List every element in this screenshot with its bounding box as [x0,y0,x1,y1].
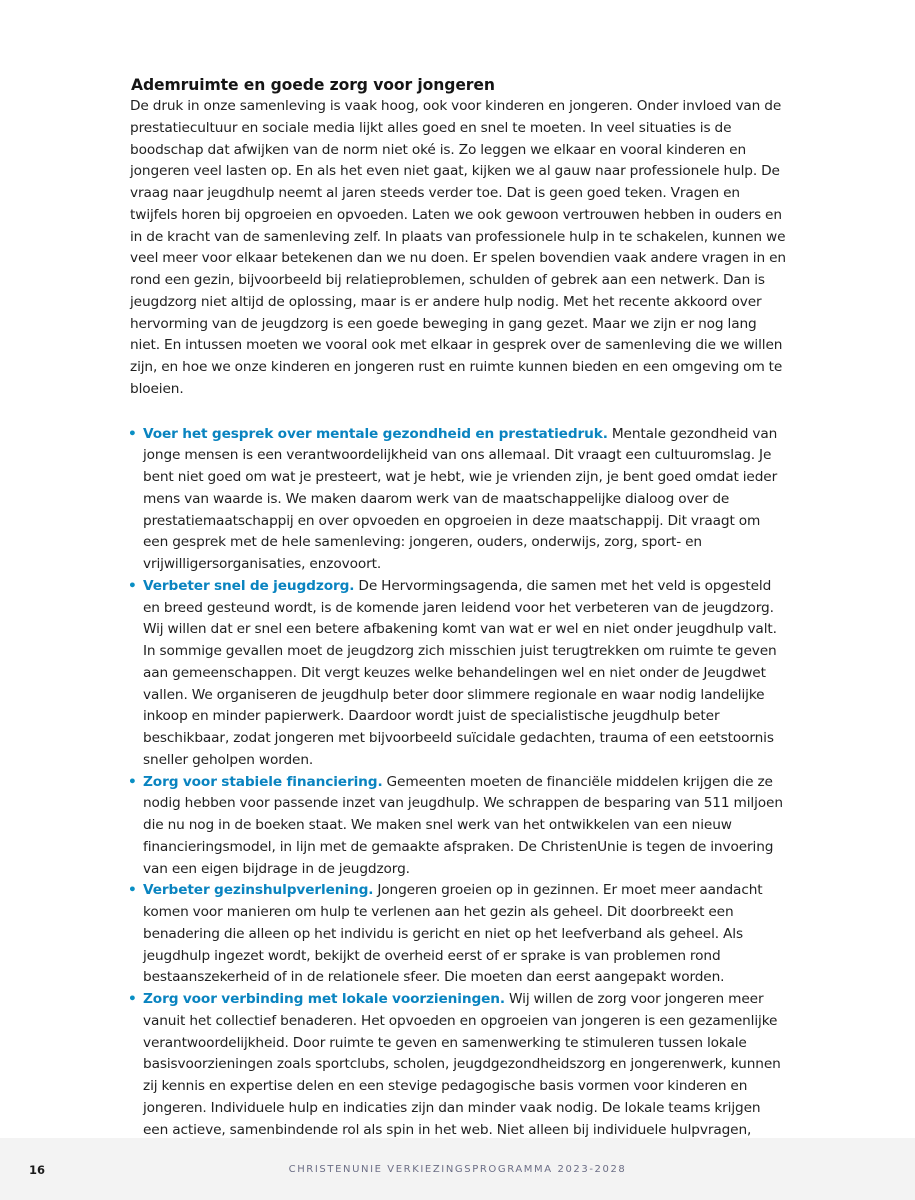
policy-point-lead: Verbeter gezinshulpverlening. [143,882,374,899]
policy-point-text: Mentale gezondheid van jonge mensen is een verantwoordelijkheid van ons allemaal. Dit vraagt een cultuuromslag. Je bent niet goed om wat je presteert, wat je hebt, wie je vrienden zijn, je bent goed omdat ieder mens van waarde is. We maken daarom werk van de maatschappelijke dialoog over de prestatiemaatschappij en over opvoeden en opgroeien in deze maatschappij. Dit vraagt om een gesprek met de hele samenleving: jongeren, ouders, onderwijs, zorg, sport- en vrijwilligersorganisaties, enzovoort. [143,425,778,572]
bullet-icon: • [128,425,137,442]
section-heading: Ademruimte en goede zorg voor jongeren [131,76,495,94]
policy-point-text: Gemeenten moeten de financiële middelen krijgen die ze nodig hebben voor passende inzet van jeugdhulp. We schrappen de besparing van 511 miljoen die nu nog in de boeken staat. We maken snel werk van het ontwikkelen van een nieuw financieringsmodel, in lijn met de gemaakte afspraken. De ChristenUnie is tegen de invoering van een eigen bijdrage in de jeugdzorg. [143,773,783,877]
main-content [130,75,786,1163]
page-footer [0,1138,915,1200]
bullet-icon: • [128,991,137,1007]
policy-point [128,880,786,989]
policy-point [128,424,786,576]
policy-point-text: De Hervormingsagenda, die samen met het veld is opgesteld en breed gesteund wordt, is de komende jaren leidend voor het verbeteren van de jeugdzorg. Wij willen dat er snel een betere afbakening komt van wat er wel en niet onder jeugdhulp valt. In sommige gevallen moet de jeugdzorg zich misschien juist terugtrekken om ruimte te geven aan gemeenschappen. Dit vergt keuzes welke behandelingen wel en niet onder de Jeugdwet vallen. We organiseren de jeugdhulp beter door slimmere regionale en waar nodig landelijke inkoop en minder papierwerk. Daardoor wordt juist de specialistische jeugdhulp beter beschikbaar, zodat jongeren met bijvoorbeeld suïcidale gedachten, trauma of een eetstoornis sneller geholpen worden. [143,577,777,768]
policy-point-lead: Zorg voor stabiele financiering. [143,773,383,790]
policy-point-lead: Zorg voor verbinding met lokale voorzieningen. [143,991,506,1007]
policy-point-lead: Voer het gesprek over mentale gezondheid en prestatiedruk. [143,425,608,442]
bullet-icon: • [128,773,137,790]
policy-point-lead: Verbeter snel de jeugdzorg. [143,577,355,594]
policy-point-text: Jongeren groeien op in gezinnen. Er moet meer aandacht komen voor manieren om hulp te verlenen aan het gezin als geheel. Dit doorbreekt een benadering die alleen op het individu is gericht en niet op het leefverband als geheel. Als jeugdhulp ingezet wordt, bekijkt de overheid eerst of er sprake is van problemen rond bestaanszekerheid of in de relationele sfeer. Die moeten dan eerst aangepakt worden. [143,882,763,986]
page-number: 16 [29,1163,46,1177]
policy-point [128,989,786,1163]
policy-point [128,772,786,881]
policy-point-text: Wij willen de zorg voor jongeren meer vanuit het collectief benaderen. Het opvoeden en opgroeien van jongeren is een gezamenlijke verantwoordelijkheid. Door ruimte te geven en samenwerking te stimuleren tussen lokale basisvoorzieningen zoals sportclubs, scholen, jeugdgezondheidszorg en jongerenwerk, kunnen zij kennis en expertise delen en een stevige pedagogische basis vormen voor kinderen en jongeren. Individuele hulp en indicaties zijn dan minder vaak nodig. De lokale teams krijgen een actieve, samenbindende rol als spin in het web. Niet alleen bij individuele hulpvragen, [143,991,781,1138]
policy-point-list [128,424,786,1164]
bullet-icon: • [128,882,137,899]
policy-point [128,576,786,772]
bullet-icon: • [128,577,137,594]
intro-paragraph: De druk in onze samenleving is vaak hoog, ook voor kinderen en jongeren. Onder invloed van de prestatiecultuur en sociale media lijkt alles goed en snel te moeten. In veel situaties is de boodschap dat afwijken van de norm niet oké is. Zo leggen we elkaar en vooral kinderen en jongeren veel lasten op. En als het even niet gaat, kijken we al gauw naar professionele hulp. De vraag naar jeugdhulp neemt al jaren steeds verder toe. Dat is geen goed teken. Vragen en twijfels horen bij opgroeien en opvoeden. Laten we ook gewoon vertrouwen hebben in ouders en in de kracht van de samenleving zelf. In plaats van professionele hulp in te schakelen, kunnen we veel meer voor elkaar betekenen dan we nu doen. Er spelen bovendien vaak andere vragen in en rond een gezin, bijvoorbeeld bij relatieproblemen, schulden of gebrek aan een netwerk. Dan is jeugdzorg niet altijd de oplossing, maar is er andere hulp nodig. Met het recente akkoord over hervorming van de jeugdzorg is een goede beweging in gang gezet. Maar we zijn er nog lang niet. En intussen moeten we vooral ook met elkaar in gesprek over de samenleving die we willen zijn, en hoe we onze kinderen en jongeren rust en ruimte kunnen bieden en een omgeving om te bloeien. [130,98,786,397]
running-title: CHRISTENUNIE VERKIEZINGSPROGRAMMA 2023-2028 [288,1164,627,1175]
